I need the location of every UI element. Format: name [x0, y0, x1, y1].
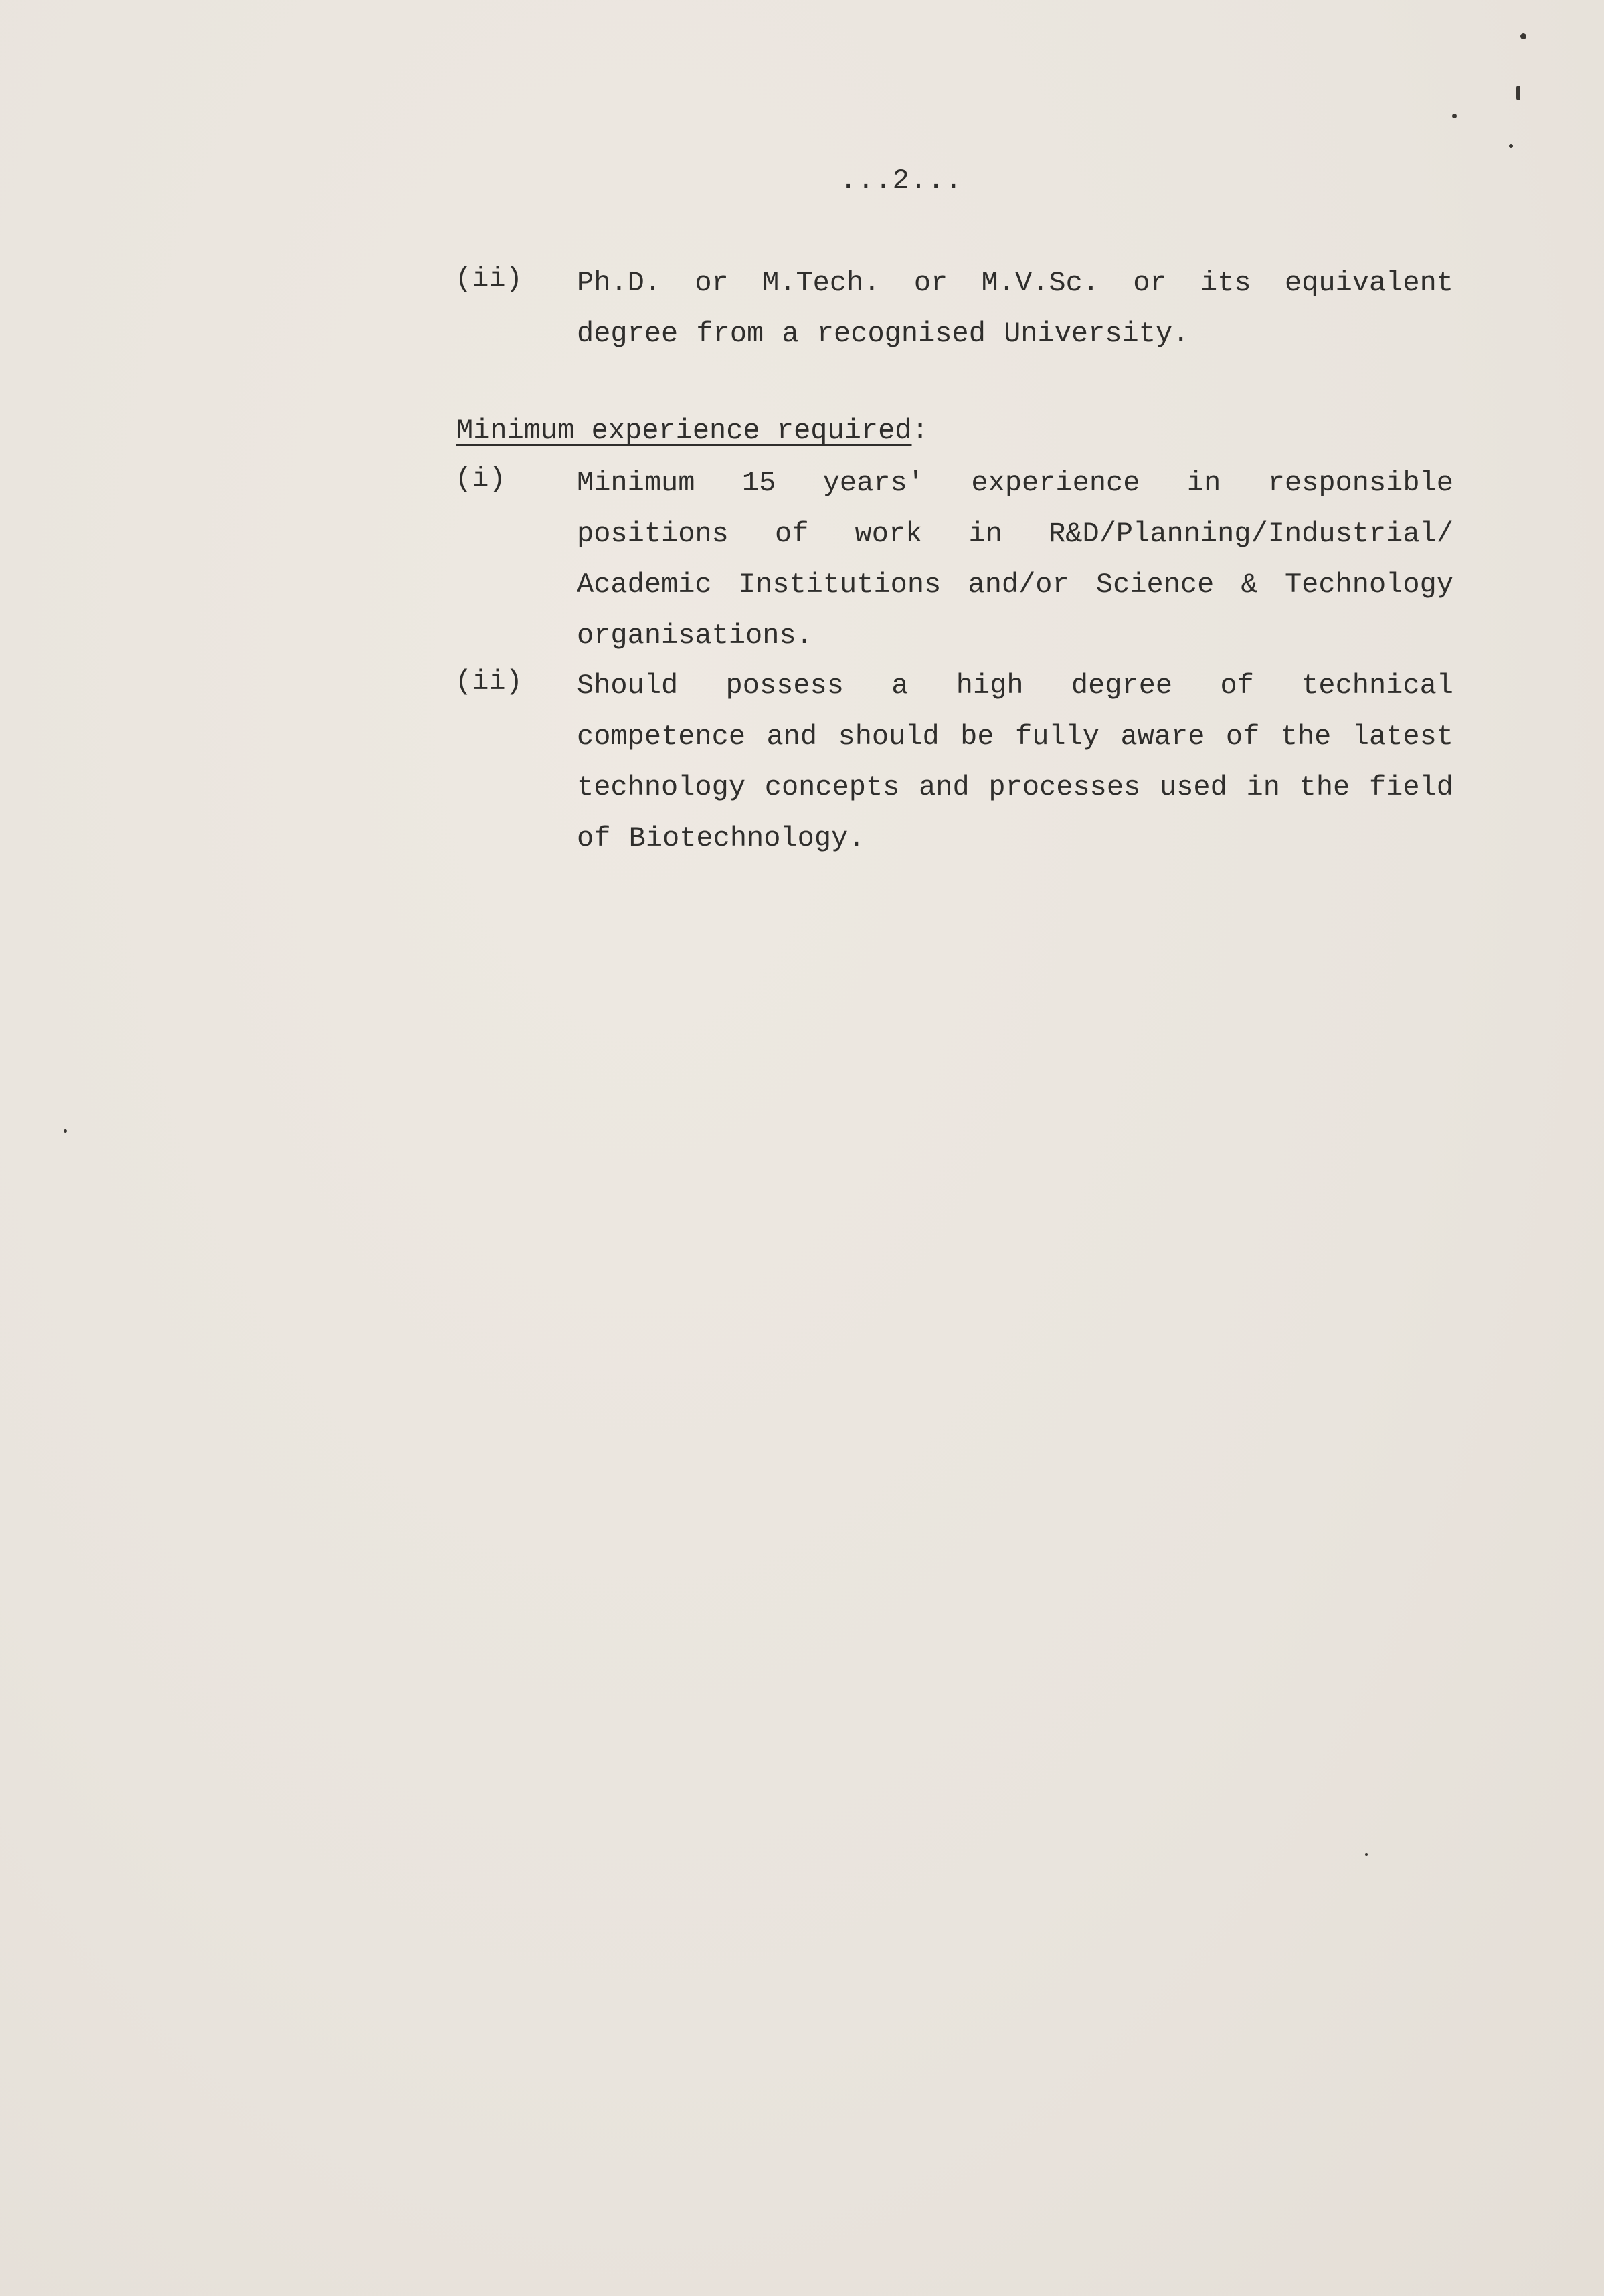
item-text: Should possess a high degree of technical competence and should be fully aware of the latest technology concepts and processes used in the field of Biotechnology.: [577, 670, 1453, 854]
section-heading-colon: :: [911, 415, 929, 447]
section-heading: [456, 415, 929, 447]
item-text: Ph.D. or M.Tech. or M.V.Sc. or its equivalent degree from a recognised University.: [577, 267, 1453, 350]
paper-speck: [64, 1129, 67, 1133]
item-number: (ii): [455, 666, 523, 698]
item-text: Minimum 15 years' experience in responsible positions of work in R&D/Planning/Industrial/ Academic Institutions and/or Science & Technology organisations.: [577, 467, 1453, 652]
item-number: (ii): [455, 263, 523, 295]
paper-speck: [1516, 86, 1520, 100]
page-number: ...2...: [840, 165, 963, 197]
paper-speck: [1509, 144, 1513, 148]
section-heading-text: Minimum experience required: [456, 415, 912, 447]
paper-speck: [1520, 33, 1526, 39]
paper-speck: [1365, 1853, 1368, 1856]
paper-speck: [1452, 114, 1457, 118]
item-number: (i): [455, 463, 506, 495]
